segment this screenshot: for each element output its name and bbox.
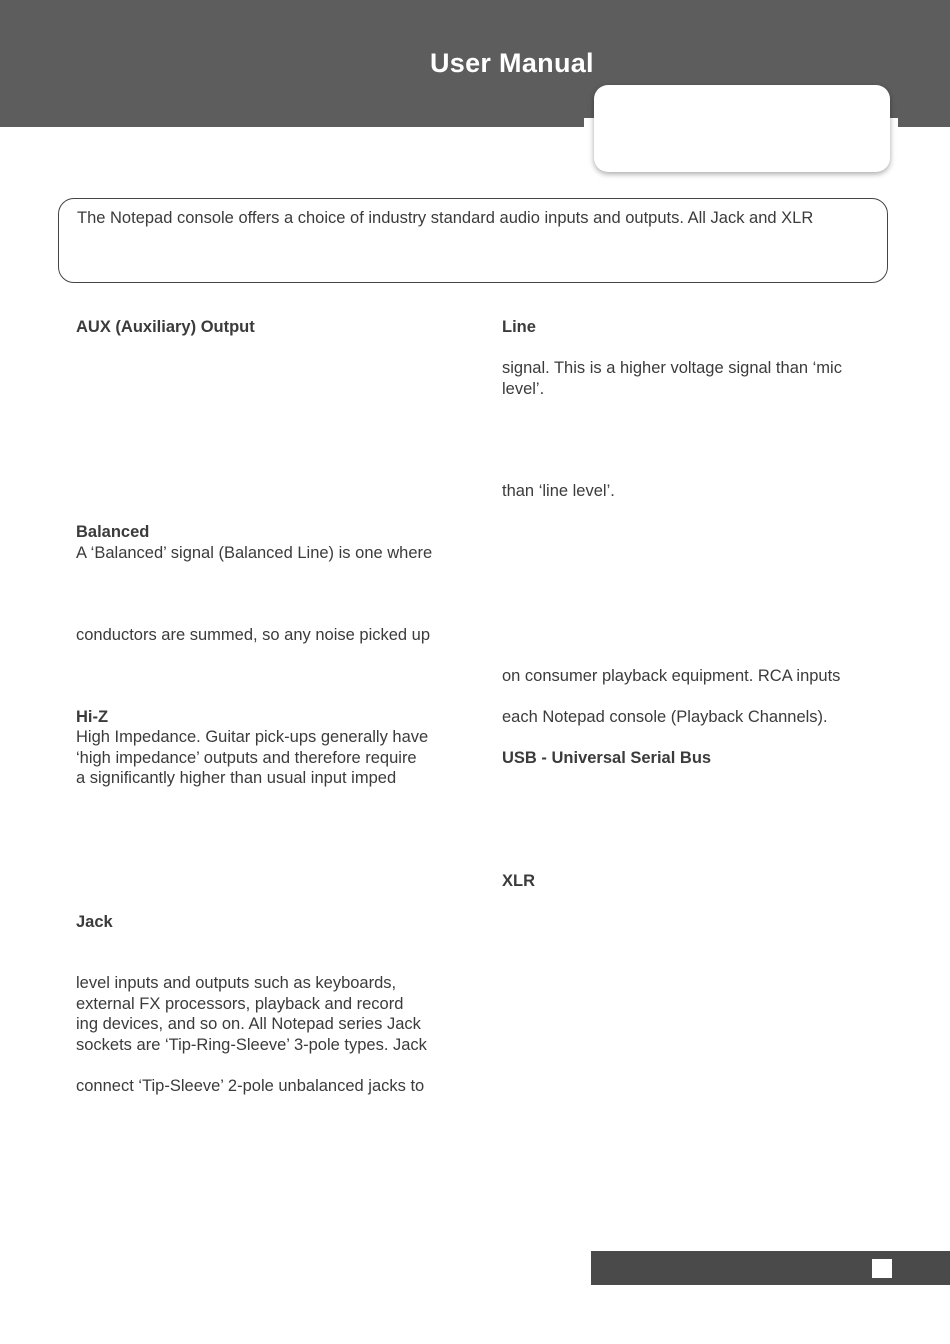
page-title: User Manual [430,48,594,78]
rca-text-line: each Notepad console (Playback Channels). [502,708,828,726]
intro-text: The Notepad console offers a choice of industry standard audio inputs and outputs. All Jack and XLR [77,209,814,227]
jack-text-line: connect ‘Tip-Sleeve’ 2-pole unbalanced jacks to [76,1077,425,1095]
hiz-heading: Hi-Z [76,708,109,726]
rca-text-line: on consumer playback equipment. RCA inputs [502,667,841,685]
jack-text-line: sockets are ‘Tip-Ring-Sleeve’ 3-pole types. Jack [76,1036,427,1054]
hiz-text-line: a significantly higher than usual input imped [76,769,397,787]
jack-heading: Jack [76,913,113,931]
line-heading: Line [502,318,536,336]
jack-text-line: external FX processors, playback and record [76,995,404,1013]
xlr-heading: XLR [502,872,535,890]
hiz-text-line: ‘high impedance’ outputs and therefore require [76,749,417,767]
hiz-text-line: High Impedance. Guitar pick-ups generally have [76,728,429,746]
usb-heading: USB - Universal Serial Bus [502,749,712,767]
jack-text-line: level inputs and outputs such as keyboards, [76,974,397,992]
line-text-line: signal. This is a higher voltage signal than ‘mic [502,359,842,377]
page-number-box [872,1259,892,1278]
balanced-text-line: conductors are summed, so any noise picked up [76,626,431,644]
line-text-line: level’. [502,380,545,398]
balanced-text-line: A ‘Balanced’ signal (Balanced Line) is one where [76,544,433,562]
balanced-heading: Balanced [76,523,150,541]
aux-heading: AUX (Auxiliary) Output [76,318,255,336]
footer-band [591,1251,950,1285]
header-tab-panel [594,85,890,172]
line-text-line: than ‘line level’. [502,482,615,500]
jack-text-line: ing devices, and so on. All Notepad series Jack [76,1015,421,1033]
